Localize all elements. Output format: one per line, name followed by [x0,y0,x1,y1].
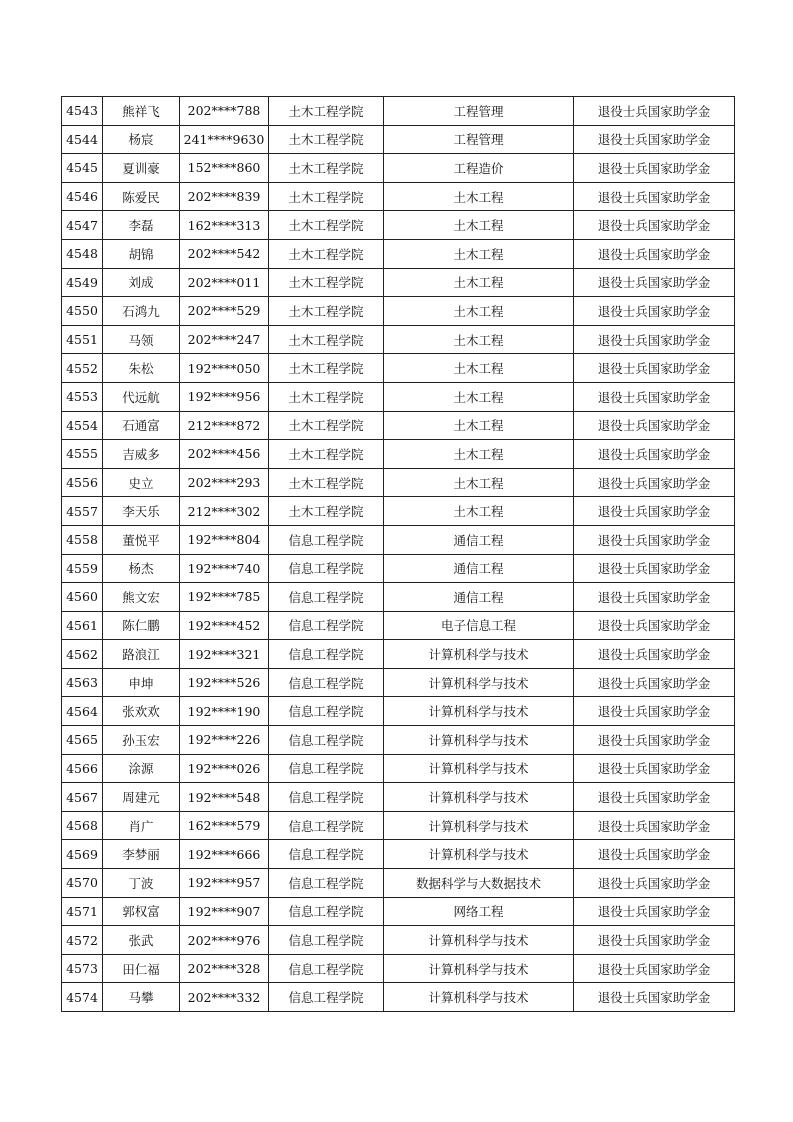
table-row [62,125,735,154]
table-row [62,668,735,697]
student-id-cell: 202****456 [180,440,269,469]
student-name-cell: 李磊 [103,211,180,240]
major-cell: 土木工程 [384,382,574,411]
table-row [62,497,735,526]
student-id-cell: 192****321 [180,640,269,669]
student-name-cell: 朱松 [103,354,180,383]
student-id-cell: 212****872 [180,411,269,440]
table-row [62,926,735,955]
table-row [62,640,735,669]
row-number-cell: 4573 [62,954,103,983]
student-id-cell: 202****328 [180,954,269,983]
student-name-cell: 涂源 [103,754,180,783]
award-type-cell: 退役士兵国家助学金 [574,640,735,669]
row-number-cell: 4565 [62,726,103,755]
award-type-cell: 退役士兵国家助学金 [574,325,735,354]
student-name-cell: 董悦平 [103,525,180,554]
row-number-cell: 4563 [62,668,103,697]
college-cell: 信息工程学院 [269,525,384,554]
row-number-cell: 4574 [62,983,103,1012]
major-cell: 计算机科学与技术 [384,783,574,812]
row-number-cell: 4559 [62,554,103,583]
major-cell: 计算机科学与技术 [384,840,574,869]
student-aid-table-body [62,97,735,1012]
college-cell: 土木工程学院 [269,354,384,383]
row-number-cell: 4572 [62,926,103,955]
table-row [62,525,735,554]
major-cell: 土木工程 [384,354,574,383]
award-type-cell: 退役士兵国家助学金 [574,668,735,697]
major-cell: 电子信息工程 [384,611,574,640]
student-id-cell: 192****050 [180,354,269,383]
college-cell: 信息工程学院 [269,840,384,869]
major-cell: 土木工程 [384,211,574,240]
major-cell: 计算机科学与技术 [384,726,574,755]
table-row [62,354,735,383]
major-cell: 计算机科学与技术 [384,983,574,1012]
student-name-cell: 陈仁鹏 [103,611,180,640]
major-cell: 土木工程 [384,325,574,354]
row-number-cell: 4549 [62,268,103,297]
student-name-cell: 李梦丽 [103,840,180,869]
table-row [62,468,735,497]
student-aid-table [61,96,735,1012]
table-row [62,182,735,211]
college-cell: 信息工程学院 [269,697,384,726]
college-cell: 信息工程学院 [269,811,384,840]
row-number-cell: 4543 [62,97,103,126]
table-row [62,954,735,983]
student-id-cell: 192****548 [180,783,269,812]
student-id-cell: 202****839 [180,182,269,211]
college-cell: 土木工程学院 [269,411,384,440]
award-type-cell: 退役士兵国家助学金 [574,125,735,154]
major-cell: 土木工程 [384,468,574,497]
major-cell: 工程管理 [384,97,574,126]
award-type-cell: 退役士兵国家助学金 [574,983,735,1012]
student-name-cell: 马领 [103,325,180,354]
award-type-cell: 退役士兵国家助学金 [574,926,735,955]
student-id-cell: 192****785 [180,583,269,612]
student-id-cell: 202****293 [180,468,269,497]
award-type-cell: 退役士兵国家助学金 [574,182,735,211]
award-type-cell: 退役士兵国家助学金 [574,726,735,755]
row-number-cell: 4555 [62,440,103,469]
award-type-cell: 退役士兵国家助学金 [574,783,735,812]
row-number-cell: 4554 [62,411,103,440]
award-type-cell: 退役士兵国家助学金 [574,154,735,183]
student-id-cell: 202****788 [180,97,269,126]
college-cell: 信息工程学院 [269,583,384,612]
major-cell: 计算机科学与技术 [384,754,574,783]
row-number-cell: 4569 [62,840,103,869]
student-id-cell: 241****9630 [180,125,269,154]
student-name-cell: 田仁福 [103,954,180,983]
major-cell: 计算机科学与技术 [384,640,574,669]
table-row [62,754,735,783]
college-cell: 土木工程学院 [269,211,384,240]
table-row [62,554,735,583]
major-cell: 计算机科学与技术 [384,954,574,983]
student-id-cell: 192****026 [180,754,269,783]
award-type-cell: 退役士兵国家助学金 [574,554,735,583]
student-id-cell: 192****666 [180,840,269,869]
award-type-cell: 退役士兵国家助学金 [574,411,735,440]
college-cell: 土木工程学院 [269,440,384,469]
student-name-cell: 熊文宏 [103,583,180,612]
college-cell: 信息工程学院 [269,926,384,955]
table-row [62,411,735,440]
award-type-cell: 退役士兵国家助学金 [574,525,735,554]
student-id-cell: 192****526 [180,668,269,697]
college-cell: 土木工程学院 [269,182,384,211]
row-number-cell: 4550 [62,297,103,326]
row-number-cell: 4561 [62,611,103,640]
student-id-cell: 202****976 [180,926,269,955]
college-cell: 信息工程学院 [269,611,384,640]
student-name-cell: 孙玉宏 [103,726,180,755]
student-name-cell: 郭权富 [103,897,180,926]
college-cell: 土木工程学院 [269,497,384,526]
award-type-cell: 退役士兵国家助学金 [574,297,735,326]
student-name-cell: 李天乐 [103,497,180,526]
row-number-cell: 4547 [62,211,103,240]
award-type-cell: 退役士兵国家助学金 [574,97,735,126]
row-number-cell: 4558 [62,525,103,554]
student-name-cell: 丁波 [103,869,180,898]
row-number-cell: 4567 [62,783,103,812]
row-number-cell: 4546 [62,182,103,211]
college-cell: 土木工程学院 [269,125,384,154]
major-cell: 计算机科学与技术 [384,668,574,697]
row-number-cell: 4552 [62,354,103,383]
table-row [62,325,735,354]
major-cell: 土木工程 [384,268,574,297]
table-row [62,697,735,726]
award-type-cell: 退役士兵国家助学金 [574,583,735,612]
row-number-cell: 4566 [62,754,103,783]
row-number-cell: 4548 [62,239,103,268]
award-type-cell: 退役士兵国家助学金 [574,468,735,497]
college-cell: 土木工程学院 [269,239,384,268]
college-cell: 信息工程学院 [269,668,384,697]
college-cell: 信息工程学院 [269,954,384,983]
row-number-cell: 4545 [62,154,103,183]
student-id-cell: 202****542 [180,239,269,268]
college-cell: 土木工程学院 [269,297,384,326]
student-id-cell: 162****579 [180,811,269,840]
award-type-cell: 退役士兵国家助学金 [574,811,735,840]
college-cell: 土木工程学院 [269,268,384,297]
row-number-cell: 4564 [62,697,103,726]
table-row [62,869,735,898]
college-cell: 信息工程学院 [269,754,384,783]
table-row [62,583,735,612]
student-name-cell: 陈爱民 [103,182,180,211]
major-cell: 土木工程 [384,297,574,326]
award-type-cell: 退役士兵国家助学金 [574,897,735,926]
table-row [62,783,735,812]
major-cell: 土木工程 [384,497,574,526]
row-number-cell: 4568 [62,811,103,840]
table-row [62,97,735,126]
student-id-cell: 192****804 [180,525,269,554]
college-cell: 土木工程学院 [269,468,384,497]
college-cell: 信息工程学院 [269,640,384,669]
table-row [62,268,735,297]
college-cell: 信息工程学院 [269,897,384,926]
award-type-cell: 退役士兵国家助学金 [574,239,735,268]
major-cell: 计算机科学与技术 [384,811,574,840]
student-name-cell: 刘成 [103,268,180,297]
major-cell: 通信工程 [384,554,574,583]
college-cell: 土木工程学院 [269,382,384,411]
award-type-cell: 退役士兵国家助学金 [574,754,735,783]
table-row [62,154,735,183]
college-cell: 土木工程学院 [269,325,384,354]
major-cell: 工程造价 [384,154,574,183]
student-id-cell: 162****313 [180,211,269,240]
college-cell: 信息工程学院 [269,783,384,812]
row-number-cell: 4553 [62,382,103,411]
student-name-cell: 张武 [103,926,180,955]
award-type-cell: 退役士兵国家助学金 [574,354,735,383]
major-cell: 计算机科学与技术 [384,926,574,955]
row-number-cell: 4560 [62,583,103,612]
row-number-cell: 4571 [62,897,103,926]
college-cell: 信息工程学院 [269,983,384,1012]
college-cell: 土木工程学院 [269,154,384,183]
table-row [62,840,735,869]
award-type-cell: 退役士兵国家助学金 [574,611,735,640]
major-cell: 土木工程 [384,411,574,440]
award-type-cell: 退役士兵国家助学金 [574,440,735,469]
row-number-cell: 4551 [62,325,103,354]
student-name-cell: 熊祥飞 [103,97,180,126]
student-id-cell: 212****302 [180,497,269,526]
student-id-cell: 202****529 [180,297,269,326]
table-row [62,382,735,411]
student-name-cell: 石鸿九 [103,297,180,326]
table-row [62,297,735,326]
table-row [62,726,735,755]
student-name-cell: 马攀 [103,983,180,1012]
student-id-cell: 192****452 [180,611,269,640]
student-name-cell: 路浪江 [103,640,180,669]
student-id-cell: 192****740 [180,554,269,583]
student-name-cell: 张欢欢 [103,697,180,726]
award-type-cell: 退役士兵国家助学金 [574,869,735,898]
row-number-cell: 4570 [62,869,103,898]
row-number-cell: 4557 [62,497,103,526]
major-cell: 计算机科学与技术 [384,697,574,726]
student-name-cell: 吉威多 [103,440,180,469]
major-cell: 通信工程 [384,583,574,612]
table-row [62,440,735,469]
student-id-cell: 192****190 [180,697,269,726]
award-type-cell: 退役士兵国家助学金 [574,954,735,983]
major-cell: 网络工程 [384,897,574,926]
row-number-cell: 4544 [62,125,103,154]
student-name-cell: 杨杰 [103,554,180,583]
student-id-cell: 202****247 [180,325,269,354]
student-name-cell: 周建元 [103,783,180,812]
table-row [62,211,735,240]
table-row [62,239,735,268]
student-name-cell: 杨宸 [103,125,180,154]
student-name-cell: 胡锦 [103,239,180,268]
student-id-cell: 202****332 [180,983,269,1012]
award-type-cell: 退役士兵国家助学金 [574,382,735,411]
student-id-cell: 192****956 [180,382,269,411]
table-row [62,983,735,1012]
student-id-cell: 152****860 [180,154,269,183]
student-name-cell: 夏训豪 [103,154,180,183]
award-type-cell: 退役士兵国家助学金 [574,697,735,726]
table-row [62,897,735,926]
major-cell: 土木工程 [384,239,574,268]
row-number-cell: 4562 [62,640,103,669]
student-id-cell: 202****011 [180,268,269,297]
award-type-cell: 退役士兵国家助学金 [574,268,735,297]
award-type-cell: 退役士兵国家助学金 [574,211,735,240]
student-name-cell: 肖广 [103,811,180,840]
student-id-cell: 192****957 [180,869,269,898]
college-cell: 信息工程学院 [269,869,384,898]
student-id-cell: 192****226 [180,726,269,755]
table-row [62,811,735,840]
award-type-cell: 退役士兵国家助学金 [574,840,735,869]
student-id-cell: 192****907 [180,897,269,926]
major-cell: 土木工程 [384,440,574,469]
major-cell: 工程管理 [384,125,574,154]
student-name-cell: 石通富 [103,411,180,440]
major-cell: 数据科学与大数据技术 [384,869,574,898]
student-name-cell: 申坤 [103,668,180,697]
college-cell: 土木工程学院 [269,97,384,126]
table-row [62,611,735,640]
college-cell: 信息工程学院 [269,726,384,755]
student-name-cell: 代远航 [103,382,180,411]
row-number-cell: 4556 [62,468,103,497]
major-cell: 通信工程 [384,525,574,554]
award-type-cell: 退役士兵国家助学金 [574,497,735,526]
major-cell: 土木工程 [384,182,574,211]
student-name-cell: 史立 [103,468,180,497]
college-cell: 信息工程学院 [269,554,384,583]
